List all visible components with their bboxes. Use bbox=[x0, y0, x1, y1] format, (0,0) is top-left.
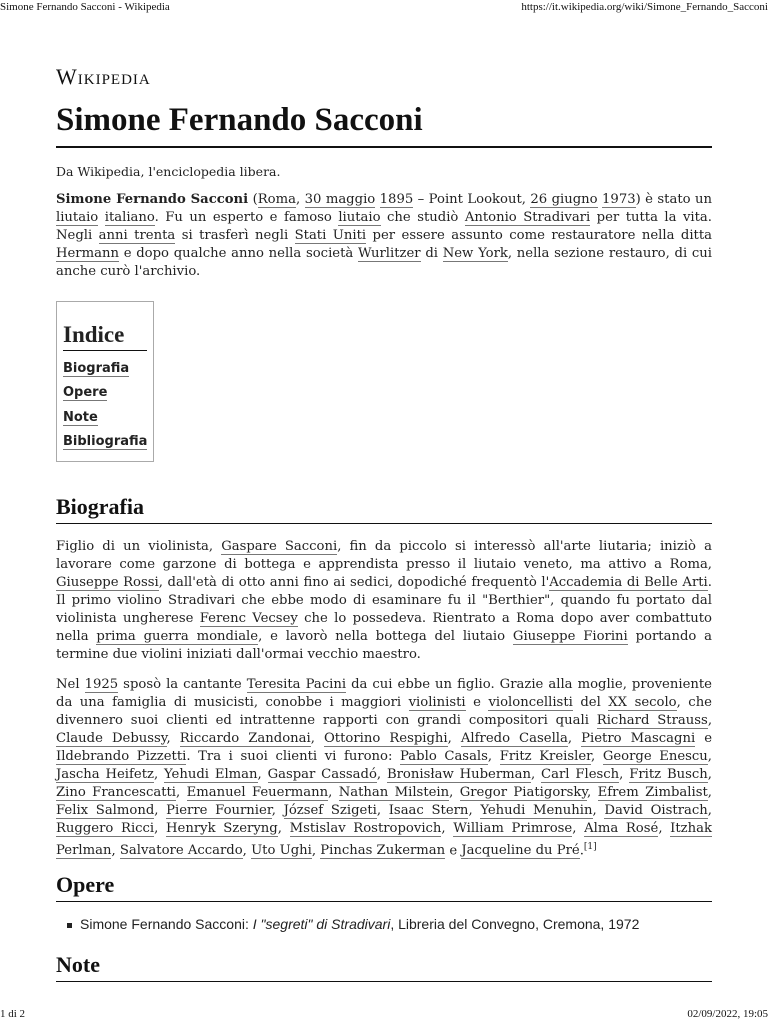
link-david-oistrach[interactable]: David Oistrach bbox=[604, 802, 708, 818]
toc-heading: Indice bbox=[63, 322, 147, 351]
link-isaac-stern[interactable]: Isaac Stern bbox=[388, 802, 469, 818]
link-uto-ughi[interactable]: Uto Ughi bbox=[251, 843, 312, 859]
link-bronislaw-huberman[interactable]: Bronisław Huberman bbox=[386, 766, 532, 782]
link-antonio-stradivari[interactable]: Antonio Stradivari bbox=[464, 209, 591, 225]
list-item: Simone Fernando Sacconi: I "segreti" di Stradivari, Libreria del Convegno, Cremona, 1972 bbox=[80, 916, 712, 932]
link-gregor-piatigorsky[interactable]: Gregor Piatigorsky bbox=[459, 784, 588, 800]
link-giuseppe-fiorini[interactable]: Giuseppe Fiorini bbox=[512, 628, 628, 644]
table-of-contents bbox=[56, 301, 154, 462]
link-zino-francescatti[interactable]: Zino Francescatti bbox=[56, 784, 177, 800]
print-header-title: Simone Fernando Sacconi - Wikipedia bbox=[0, 1, 170, 13]
link-30-maggio[interactable]: 30 maggio bbox=[304, 191, 376, 207]
link-hermann[interactable]: Hermann bbox=[56, 245, 119, 261]
link-claude-debussy[interactable]: Claude Debussy bbox=[56, 730, 167, 746]
link-violoncellisti[interactable]: violoncellisti bbox=[488, 694, 573, 710]
link-richard-strauss[interactable]: Richard Strauss bbox=[596, 712, 708, 728]
link-liutaio-2[interactable]: liutaio bbox=[338, 209, 381, 225]
work-title: I "segreti" di Stradivari bbox=[252, 916, 391, 933]
toc-item-bibliografia[interactable]: Bibliografia bbox=[63, 434, 148, 450]
link-fritz-kreisler[interactable]: Fritz Kreisler bbox=[499, 748, 592, 764]
section-heading-note: Note bbox=[56, 952, 712, 982]
link-carl-flesch[interactable]: Carl Flesch bbox=[541, 766, 620, 782]
print-header bbox=[0, 0, 768, 16]
link-riccardo-zandonai[interactable]: Riccardo Zandonai bbox=[179, 730, 311, 746]
print-datetime: 02/09/2022, 19:05 bbox=[687, 1008, 768, 1020]
link-pierre-fournier[interactable]: Pierre Fournier bbox=[166, 802, 272, 818]
link-henryk-szeryng[interactable]: Henryk Szeryng bbox=[166, 820, 278, 836]
page-title: Simone Fernando Sacconi bbox=[56, 102, 712, 148]
intro-paragraph: Simone Fernando Sacconi (Roma, 30 maggio 1895 – Point Lookout, 26 giugno 1973) è stato un liutaio italiano. Fu un esperto e famoso liutaio che studiò Antonio Stradivari per tutta la vita. Negli anni trenta si trasferì negli Stati Uniti per essere assunto come restauratore nella ditta Hermann e dopo qualche anno nella società Wurlitzer di New York, nella sezione restauro, di cui anche curò l'archivio. bbox=[56, 191, 712, 279]
toc-item-opere[interactable]: Opere bbox=[63, 385, 108, 401]
print-footer bbox=[0, 1006, 768, 1024]
link-accademia-di-belle-arti[interactable]: Accademia di Belle Arti bbox=[549, 574, 708, 590]
link-anni-trenta[interactable]: anni trenta bbox=[98, 227, 176, 243]
print-header-url: https://it.wikipedia.org/wiki/Simone_Fernando_Sacconi bbox=[521, 1, 768, 13]
link-emanuel-feuermann[interactable]: Emanuel Feuermann bbox=[186, 784, 329, 800]
toc-item-note[interactable]: Note bbox=[63, 409, 98, 425]
link-nathan-milstein[interactable]: Nathan Milstein bbox=[338, 784, 450, 800]
link-violinisti[interactable]: violinisti bbox=[408, 694, 466, 710]
section-heading-opere: Opere bbox=[56, 872, 712, 902]
link-ruggero-ricci[interactable]: Ruggero Ricci bbox=[56, 820, 155, 836]
wikipedia-logo: Wikipedia bbox=[56, 64, 151, 89]
article bbox=[56, 64, 712, 996]
link-pablo-casals[interactable]: Pablo Casals bbox=[400, 748, 488, 764]
link-ottorino-respighi[interactable]: Ottorino Respighi bbox=[323, 730, 448, 746]
link-ildebrando-pizzetti[interactable]: Ildebrando Pizzetti bbox=[56, 748, 187, 764]
link-mstislav-rostropovich[interactable]: Mstislav Rostropovich bbox=[289, 820, 442, 836]
link-jozsef-szigeti[interactable]: József Szigeti bbox=[283, 802, 377, 818]
link-giuseppe-rossi[interactable]: Giuseppe Rossi bbox=[56, 574, 159, 590]
link-prima-guerra-mondiale[interactable]: prima guerra mondiale bbox=[96, 628, 259, 644]
page-number: 1 di 2 bbox=[0, 1008, 26, 1020]
link-salvatore-accardo[interactable]: Salvatore Accardo bbox=[119, 843, 243, 859]
subject-name: Simone Fernando Sacconi bbox=[56, 191, 249, 207]
reference-1[interactable]: [1] bbox=[583, 841, 597, 852]
section-heading-biografia: Biografia bbox=[56, 494, 712, 524]
link-new-york[interactable]: New York bbox=[442, 245, 508, 261]
link-1895[interactable]: 1895 bbox=[379, 191, 414, 207]
biografia-paragraph-1: Figlio di un violinista, Gaspare Sacconi, fin da piccolo si interessò all'arte liutaria; iniziò a lavorare come garzone di bottega e apprendista presso il liutaio veneto, ma attivo a Roma, Giuseppe Rossi, dall'età di otto anni fino ai sedici, dopodiché frequentò l'Accademia di Belle Arti. Il primo violino Stradivari che ebbe modo di esaminare fu il "Berthier", quando fu portato dal violinista ungherese Ferenc Vecsey che lo possedeva. Rientrato a Roma dopo aver combattuto nella prima guerra mondiale, e lavorò nella bottega del liutaio Giuseppe Fiorini portando a termine due violini iniziati dall'ormai vecchio maestro. bbox=[56, 538, 712, 662]
link-wurlitzer[interactable]: Wurlitzer bbox=[357, 245, 421, 261]
link-jascha-heifetz[interactable]: Jascha Heifetz bbox=[56, 766, 154, 782]
link-itzhak-perlman[interactable]: Itzhak Perlman bbox=[56, 820, 712, 859]
link-1973[interactable]: 1973 bbox=[602, 191, 636, 207]
link-felix-salmond[interactable]: Felix Salmond bbox=[56, 802, 155, 818]
link-fritz-busch[interactable]: Fritz Busch bbox=[629, 766, 708, 782]
link-alma-rose[interactable]: Alma Rosé bbox=[584, 820, 659, 836]
link-pinchas-zukerman[interactable]: Pinchas Zukerman bbox=[320, 843, 446, 859]
link-stati-uniti[interactable]: Stati Uniti bbox=[294, 227, 367, 243]
link-xx-secolo[interactable]: XX secolo bbox=[608, 694, 677, 710]
link-ferenc-vecsey[interactable]: Ferenc Vecsey bbox=[199, 610, 298, 626]
link-italiano[interactable]: italiano bbox=[104, 209, 155, 225]
toc-item-biografia[interactable]: Biografia bbox=[63, 360, 130, 376]
link-pietro-mascagni[interactable]: Pietro Mascagni bbox=[581, 730, 696, 746]
tagline: Da Wikipedia, l'enciclopedia libera. bbox=[56, 163, 281, 179]
link-1925[interactable]: 1925 bbox=[84, 676, 119, 692]
link-alfredo-casella[interactable]: Alfredo Casella bbox=[460, 730, 568, 746]
link-yehudi-menuhin[interactable]: Yehudi Menuhin bbox=[480, 802, 593, 818]
works-list bbox=[56, 916, 712, 932]
link-gaspare-sacconi[interactable]: Gaspare Sacconi bbox=[221, 538, 338, 554]
link-george-enescu[interactable]: George Enescu bbox=[602, 748, 708, 764]
biografia-paragraph-2: Nel 1925 sposò la cantante Teresita Pacini da cui ebbe un figlio. Grazie alla moglie, proveniente da una famiglia di musicisti, conobbe i maggiori violinisti e violoncellisti del XX secolo, che divennero suoi clienti ed intrattenne rapporti con grandi compositori quali Richard Strauss, Claude Debussy, Riccardo Zandonai, Ottorino Respighi, Alfredo Casella, Pietro Mascagni e Ildebrando Pizzetti. Tra i suoi clienti vi furono: Pablo Casals, Fritz Kreisler, George Enescu, Jascha Heifetz, Yehudi Elman, Gaspar Cassadó, Bronisław Huberman, Carl Flesch, Fritz Busch, Zino Francescatti, Emanuel Feuermann, Nathan Milstein, Gregor Piatigorsky, Efrem Zimbalist, Felix Salmond, Pierre Fournier, József Szigeti, Isaac Stern, Yehudi Menuhin, David Oistrach, Ruggero Ricci, Henryk Szeryng, Mstislav Rostropovich, William Primrose, Alma Rosé, Itzhak Perlman, Salvatore Accardo, Uto Ughi, Pinchas Zukerman e Jacqueline du Pré.[1] bbox=[56, 676, 713, 859]
link-jacqueline-du-pre[interactable]: Jacqueline du Pré bbox=[461, 843, 580, 859]
link-efrem-zimbalist[interactable]: Efrem Zimbalist bbox=[597, 784, 708, 800]
link-yehudi-elman[interactable]: Yehudi Elman bbox=[163, 766, 258, 782]
link-26-giugno[interactable]: 26 giugno bbox=[530, 191, 598, 207]
link-roma[interactable]: Roma bbox=[257, 191, 296, 207]
link-teresita-pacini[interactable]: Teresita Pacini bbox=[246, 676, 347, 692]
link-william-primrose[interactable]: William Primrose bbox=[453, 820, 573, 836]
link-gaspar-cassado[interactable]: Gaspar Cassadó bbox=[267, 766, 377, 782]
link-liutaio[interactable]: liutaio bbox=[56, 209, 99, 225]
